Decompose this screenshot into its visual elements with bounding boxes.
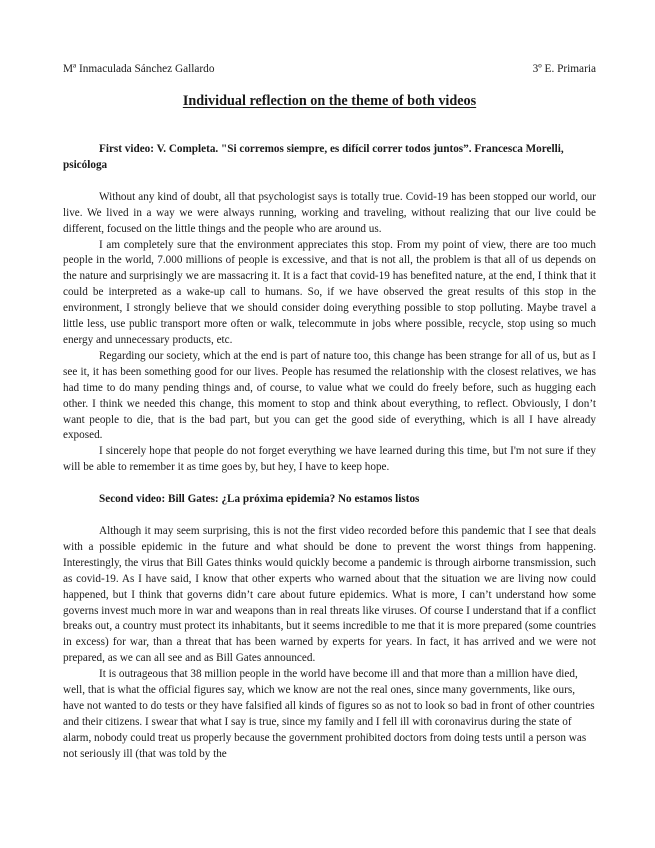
section-2-paragraph-2: It is outrageous that 38 million people in the world have become ill and that more than a million have died, well, that is what the official figures say, which we know are not the real ones, since many governments, like ours, have not wanted to do tests or they have falsified all kinds of figures so as not to look so bad in front of other countries and their citizens. I swear that what I say is true, since my family and I fell ill with coronavirus during the state of alarm, nobody could treat us properly because the government prohibited doctors from doing tests until a person was not seriously ill (that was told by the (63, 668, 595, 760)
section-1-paragraph-1: Without any kind of doubt, all that psychologist says is totally true. Covid-19 has been stopped our world, our live. We lived in a way we were always running, working and traveling, without realizing that our live could be different, focused on the little things and the people who are around us. (63, 190, 596, 235)
author-name: Mª Inmaculada Sánchez Gallardo (63, 63, 215, 75)
course-label: 3º E. Primaria (532, 63, 596, 75)
section-1-paragraph-4: I sincerely hope that people do not forget everything we have learned during this time, but I'm not sure if they will be able to remember it as time goes by, but hey, I have to keep hope. (63, 445, 596, 474)
section-1-heading: First video: V. Completa. "Si corremos siempre, es difícil correr todos juntos”. Francesca Morelli, psicóloga (63, 143, 564, 171)
document-title: Individual reflection on the theme of both videos (182, 93, 477, 109)
section-2-heading: Second video: Bill Gates: ¿La próxima epidemia? No estamos listos (99, 493, 420, 506)
page-header (63, 61, 596, 77)
section-1-paragraph-3: Regarding our society, which at the end is part of nature too, this change has been strange for all of us, but as I see it, it has been something good for our lives. People has resumed the relationship with the closest relatives, we has had time to do many pending things and, of course, to value what we could do freely before, such as hugging each other. I think we needed this change, this moment to stop and think about everything, to reflect. Obviously, I don’t want people to die, that is the bad part, but you can get the good side of everything, which is all I have already exposed. (63, 349, 596, 442)
section-2-paragraph-1: Although it may seem surprising, this is not the first video recorded before this pandemic that I see that deals with a possible epidemic in the future and what should be done to prevent the worst things from happening. Interestingly, the virus that Bill Gates thinks would quickly become a pandemic is through airborne transmission, such as covid-19. As I have said, I know that other experts who warned about that the situation we are living now could happened, but I think that governs didn’t care about future epidemics. What is more, I can’t understand how some governs invest much more in war and weapons than in real threats like viruses. Of course I understand that if a conflict breaks out, a country must protect its inhabitants, but it seems incredible to me that it is more prepared (some countries in excess) for war, than a threat that has been warned by experts for years. In fact, it has arrived and we were not prepared, as we can all see and as Bill Gates announced. (63, 525, 596, 665)
document-body (63, 142, 596, 763)
section-1-paragraph-2: I am completely sure that the environment appreciates this stop. From my point of view, there are too much people in the world, 7.000 millions of people is excessive, and that is not all, the problem is that all of us depends on the nature and surprisingly we are massacring it. It is a fact that covid-19 has benefited nature, at the end, I think that it could be interpreted as a wake-up call to humans. So, if we have observed the great results of this stop in the environment, I strongly believe that we should consider doing everything possible to stop polluting. Maybe travel a little less, use public transport more often or walk, telecommute in jobs where possible, recycle, stop using so much energy and unnecessary products, etc. (63, 238, 596, 346)
